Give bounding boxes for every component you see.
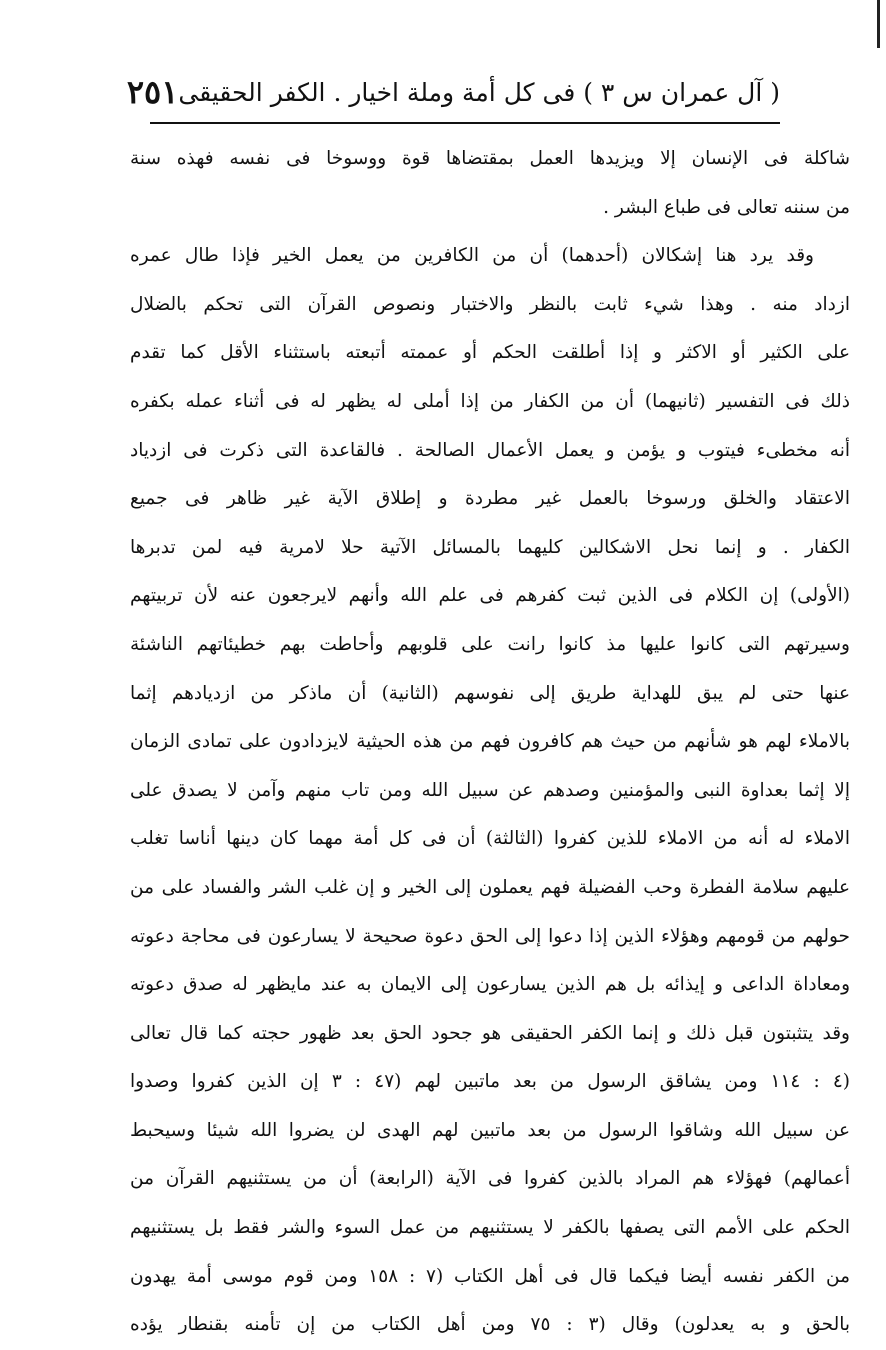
text-line-16: عليهم سلامة الفطرة وحب الفضيلة فهم يعملون إلى الخير و إن غلب الشر والفساد على من xyxy=(130,876,850,898)
text-line-10: (الأولى) إن الكلام فى الذين ثبت كفرهم فى علم الله وأنهم لايرجعون عنه لأن تربيتهم xyxy=(130,585,850,607)
text-line-23: الحكم على الأمم التى يصفها بالكفر لا يستثنيهم من عمل السوء والشر فقط بل يستثنيهم xyxy=(130,1217,850,1239)
text-line-12: عنها حتى لم يبق للهداية طريق إلى نفوسهم (الثانية) أن ماذكر من ازديادهم إثما xyxy=(130,682,850,704)
text-line-6: ذلك فى التفسير (ثانيهما) أن من الكفار من إذا أملى له يظهر له فى أثناء عمله بكفره xyxy=(130,390,850,412)
text-line-22: أعمالهم) فهؤلاء هم المراد بالذين كفروا فى الآية (الرابعة) أن من يستثنيهم القرآن من xyxy=(130,1168,850,1190)
text-line-15: الاملاء له أنه من الاملاء للذين كفروا (الثالثة) أن فى كل أمة مهما كان دينها أناسا تغلب xyxy=(130,828,850,850)
text-line-8: الاعتقاد والخلق ورسوخا بالعمل غير مطردة و إطلاق الآية غير ظاهر فى جميع xyxy=(130,488,850,510)
text-line-2: من سننه تعالى فى طباع البشر . xyxy=(603,196,850,218)
text-line-20: (٤ : ١١٤ ومن يشاقق الرسول من بعد ماتبين لهم (٤٧ : ٣ إن الذين كفروا وصدوا xyxy=(130,1071,850,1093)
page-header xyxy=(126,62,780,124)
text-line-24: من الكفر نفسه أيضا فيكما قال فى أهل الكتاب (٧ : ١٥٨ ومن قوم موسى أمة يهدون xyxy=(130,1265,850,1287)
text-line-3: وقد يرد هنا إشكالان (أحدهما) أن من الكافرين من يعمل الخير فإذا طال عمره xyxy=(130,245,814,267)
text-line-18: ومعاداة الداعى و إيذائه بل هم الذين يسارعون إلى الايمان به عند مايظهر له صدق دعوته xyxy=(130,974,850,996)
page-edge-mark xyxy=(877,0,880,48)
text-line-11: وسيرتهم التى كانوا عليها مذ كانوا رانت على قلوبهم وأحاطت بهم خطيئاتهم الناشئة xyxy=(130,633,850,655)
text-line-4: ازداد منه . وهذا شيء ثابت بالنظر والاختبار ونصوص القرآن التى تحكم بالضلال xyxy=(130,293,850,315)
running-title: ( آل عمران س ٣ ) فى كل أمة وملة اخيار . الكفر الحقيقى xyxy=(178,77,780,107)
text-line-13: بالاملاء لهم هو شأنهم من حيث هم كافرون فهم من هذه الحيثية لايزدادون على تمادى الزمان xyxy=(130,731,850,753)
text-line-1: شاكلة فى الإنسان إلا ويزيدها العمل بمقتضاها قوة ووسوخا فى نفسه فهذه سنة xyxy=(130,148,850,169)
page-number: ٢٥١ xyxy=(126,73,179,111)
text-line-17: حولهم من قومهم وهؤلاء الذين إذا دعوا إلى الحق دعوة صحيحة لا يسارعون فى محاجة دعوته xyxy=(130,925,850,947)
text-line-21: عن سبيل الله وشاقوا الرسول من بعد ماتبين لهم الهدى لن يضروا الله شيئا وسيحبط xyxy=(130,1119,850,1141)
text-line-25: بالحق و به يعدلون) وقال (٣ : ٧٥ ومن أهل الكتاب من إن تأمنه بقنطار يؤده xyxy=(130,1314,850,1336)
text-line-5: على الكثير أو الاكثر و إذا أطلقت الحكم أو عممته أتبعته باستثناء الأقل كما تقدم xyxy=(130,342,850,364)
text-line-9: الكفار . و إنما نحل الاشكالين كليهما بالمسائل الآتية حلا لامرية فيه لمن تدبرها xyxy=(130,536,850,558)
text-line-7: أنه مخطىء فيتوب و يؤمن و يعمل الأعمال الصالحة . فالقاعدة التى ذكرت فى ازدياد xyxy=(130,439,850,461)
body-text xyxy=(130,135,850,1350)
text-line-19: وقد يتثبتون قبل ذلك و إنما الكفر الحقيقى هو جحود الحق بعد ظهور حجته كما قال تعالى xyxy=(130,1022,850,1044)
text-line-14: إلا إثما بعداوة النبى والمؤمنين وصدهم عن سبيل الله ومن تاب منهم وآمن لا يصدق على xyxy=(130,779,850,801)
